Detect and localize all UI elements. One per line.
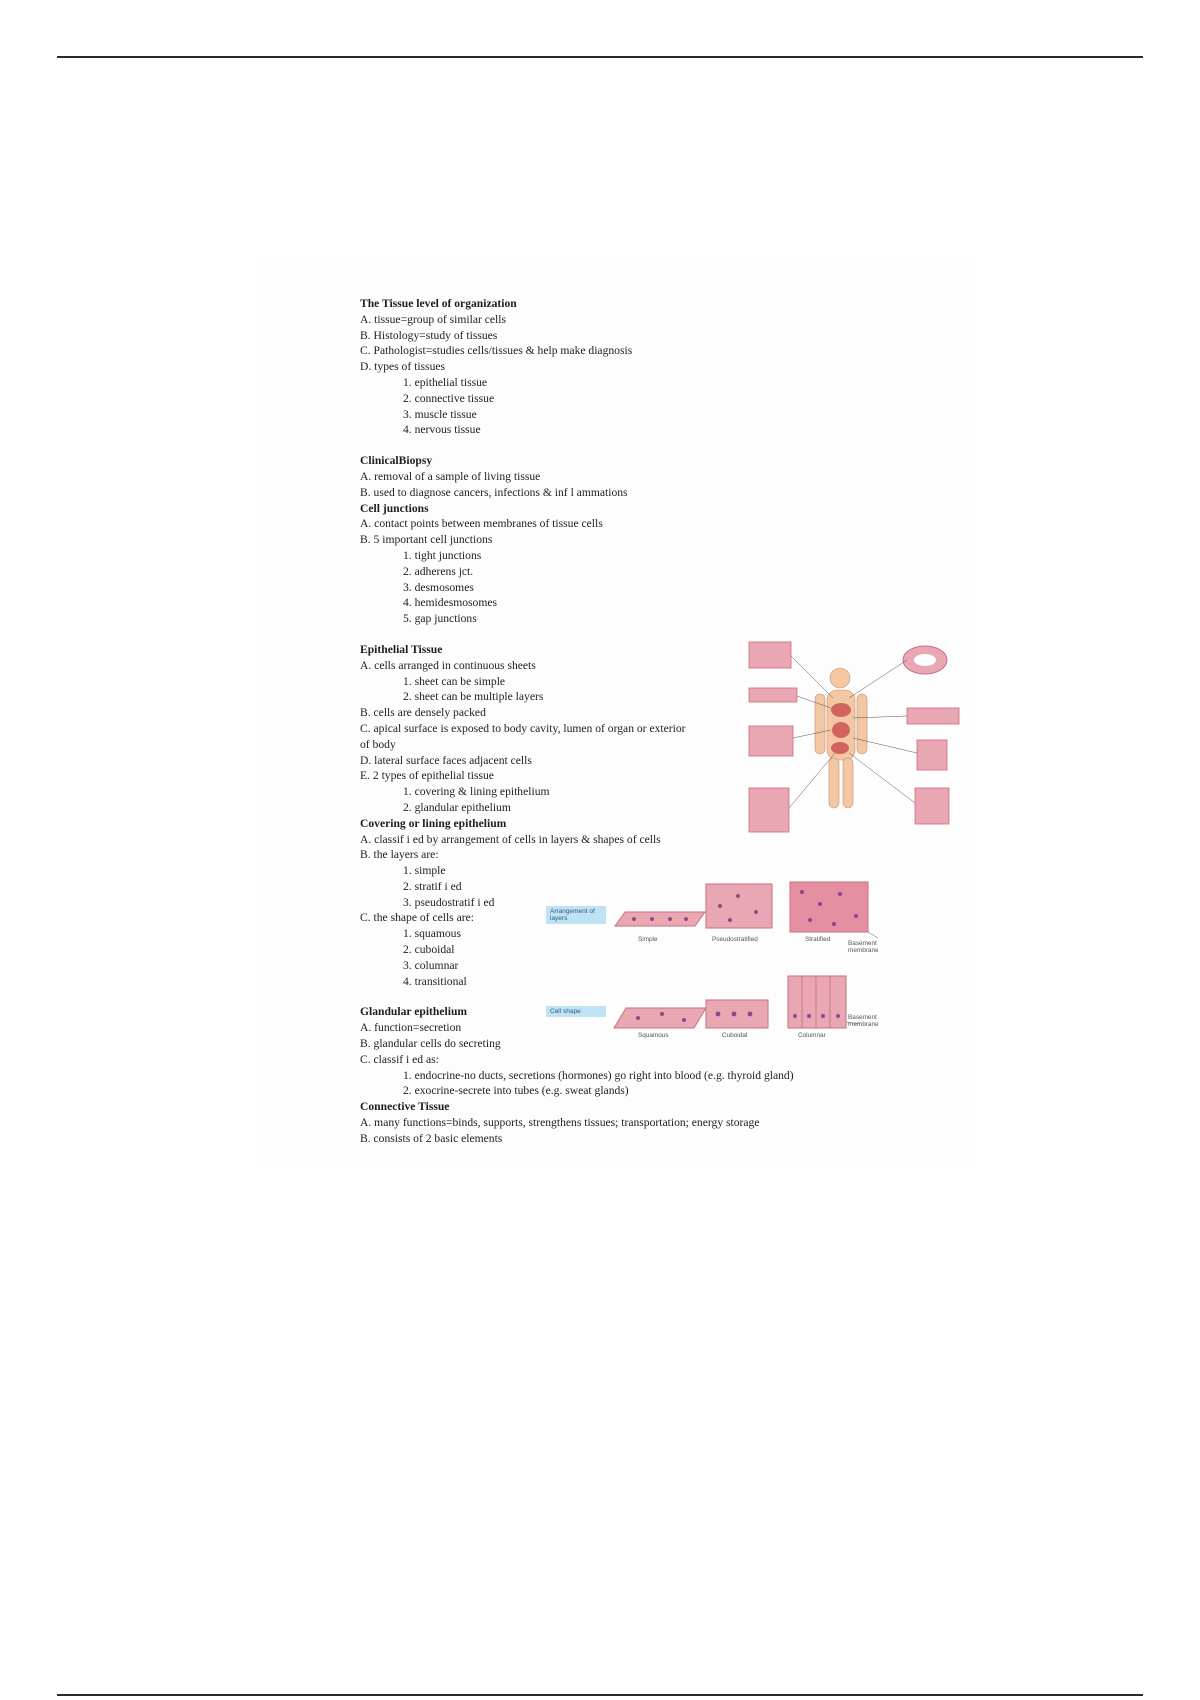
text-line: 2. connective tissue [403, 391, 495, 405]
text-line: B. Histology=study of tissues [360, 328, 498, 342]
shape-label-squamous: Squamous [638, 1032, 669, 1039]
text-line: B. used to diagnose cancers, infections & inf l ammations [360, 485, 628, 499]
section-heading: Covering or lining epithelium [360, 816, 507, 830]
basement-label-2: Basement membrane [848, 1014, 879, 1028]
text-line: C. the shape of cells are: [360, 911, 474, 925]
section-heading: The Tissue level of organization [360, 297, 517, 310]
shape-tag: Cell shape [546, 1006, 606, 1017]
text-line: A. removal of a sample of living tissue [360, 469, 541, 483]
epithelium-locations-figure [745, 638, 965, 843]
top-rule [57, 56, 1143, 58]
layer-label-simple: Simple [638, 936, 658, 943]
text-line: 4. hemidesmosomes [403, 596, 498, 610]
text-line: B. 5 important cell junctions [360, 533, 493, 547]
text-line: B. the layers are: [360, 848, 439, 862]
line-gap [360, 438, 920, 453]
text-line: C. apical surface is exposed to body cavity, lumen of organ or exterior [360, 721, 686, 735]
section-heading: Cell junctions [360, 501, 429, 515]
text-line: A. many functions=binds, supports, strengthens tissues; transportation; energy storage [360, 1116, 760, 1130]
text-line: E. 2 types of epithelial tissue [360, 769, 494, 783]
shape-label-columnar: Columnar [798, 1032, 826, 1039]
text-line: 3. columnar [403, 958, 459, 972]
basement-label-1: Basement membrane [848, 940, 879, 954]
section-heading: Glandular epithelium [360, 1005, 468, 1019]
layers-tag: Arrangement of layers [546, 906, 606, 924]
text-line: A. cells arranged in continuous sheets [360, 658, 536, 672]
text-line: 1. sheet can be simple [403, 674, 506, 688]
text-line: 4. nervous tissue [403, 423, 481, 437]
text-line: 1. covering & lining epithelium [403, 785, 550, 799]
text-line: B. glandular cells do secreting [360, 1037, 501, 1051]
text-line: B. consists of 2 basic elements [360, 1131, 503, 1145]
text-line: 2. exocrine-secrete into tubes (e.g. sweat glands) [403, 1084, 629, 1098]
text-line: C. Pathologist=studies cells/tissues & help make diagnosis [360, 344, 633, 358]
text-line: 2. sheet can be multiple layers [403, 690, 544, 704]
text-line: D. lateral surface faces adjacent cells [360, 753, 532, 767]
text-line: D. types of tissues [360, 360, 446, 374]
text-line: of body [360, 737, 396, 751]
text-line: 3. muscle tissue [403, 407, 477, 421]
text-line: 4. transitional [403, 974, 467, 988]
text-line: 2. cuboidal [403, 943, 455, 957]
text-line: A. tissue=group of similar cells [360, 312, 506, 326]
text-line: A. contact points between membranes of tissue cells [360, 517, 603, 531]
text-line: A. function=secretion [360, 1021, 462, 1035]
bottom-rule [57, 1694, 1143, 1696]
section-heading: Connective Tissue [360, 1100, 450, 1114]
shape-label-cuboidal: Cuboidal [722, 1032, 748, 1039]
section-heading: ClinicalBiopsy [360, 454, 433, 468]
layer-label-pseudostratified: Pseudostratified [712, 936, 758, 943]
text-line: 3. pseudostratif i ed [403, 895, 495, 909]
text-line: 1. epithelial tissue [403, 375, 488, 389]
text-line: 2. adherens jct. [403, 564, 474, 578]
text-line: B. cells are densely packed [360, 706, 486, 720]
layer-label-stratified: Stratified [805, 936, 831, 943]
text-line: 1. squamous [403, 927, 461, 941]
text-line: 5. gap junctions [403, 612, 477, 626]
text-line: 2. glandular epithelium [403, 800, 511, 814]
text-line: 1. endocrine-no ducts, secretions (hormones) go right into blood (e.g. thyroid gland) [403, 1068, 794, 1082]
text-line: 1. simple [403, 864, 446, 878]
text-line: A. classif i ed by arrangement of cells in layers & shapes of cells [360, 832, 661, 846]
text-line: 2. stratif i ed [403, 879, 462, 893]
text-line: 3. desmosomes [403, 580, 474, 594]
section-heading: Epithelial Tissue [360, 642, 443, 656]
text-line: C. classif i ed as: [360, 1052, 439, 1066]
text-line: 1. tight junctions [403, 548, 482, 562]
